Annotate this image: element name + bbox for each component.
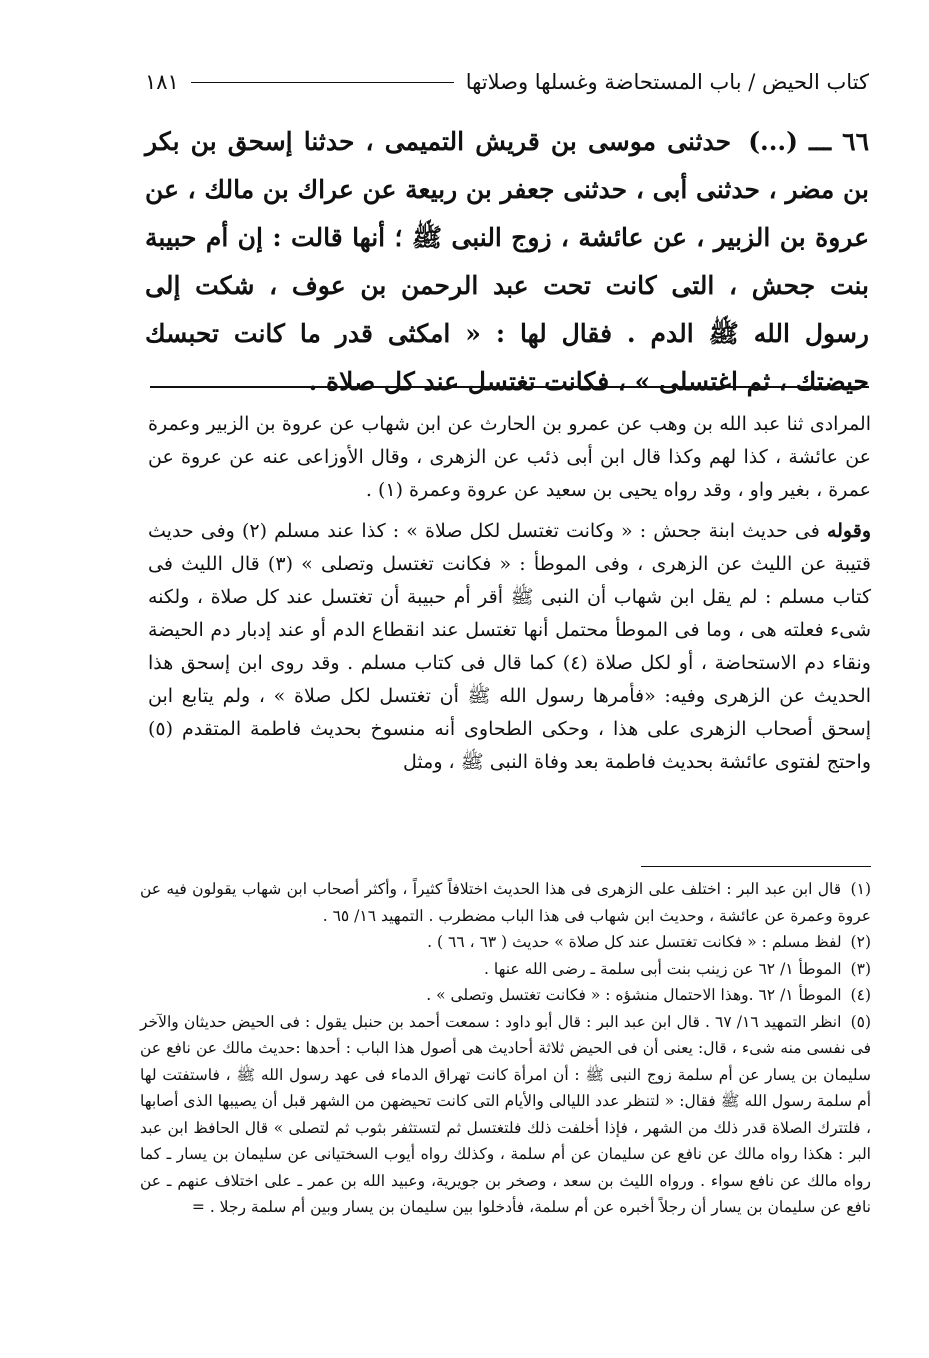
footnote-text: الموطأ ١/ ٦٢ .وهذا الاحتمال منشؤه : « فكانت تغتسل وتصلى » . — [426, 986, 842, 1004]
footnotes-block — [140, 876, 871, 1221]
hadith-number: ٦٦ ـــ (...) — [748, 127, 869, 156]
footnote-mark: (٢) — [850, 933, 871, 951]
footnote-divider — [641, 866, 871, 867]
footnote-mark: (١) — [850, 880, 871, 898]
header-rule — [191, 82, 454, 83]
commentary-paragraph-2 — [148, 515, 871, 779]
commentary-paragraph-1: المرادى ثنا عبد الله بن وهب عن عمرو بن الحارث عن ابن شهاب عن عروة بن الزبير وعمرة عن عائشة ، كذا لهم وكذا قال ابن أبى ذئب عن الزهرى ، وقال الأوزاعى عنه عن عروة عن عمرة ، بغير واو ، وقد رواه يحيى بن سعيد عن عروة وعمرة (١) . — [148, 413, 871, 501]
running-header — [145, 64, 869, 100]
footnote-text: قال ابن عبد البر : اختلف على الزهرى فى هذا الحديث اختلافاً كثيراً ، وأكثر أصحاب ابن شهاب يقولون فيه عن عروة وعمرة عن عائشة ، وحديث ابن شهاب فى هذا الباب مضطرب . التمهيد ١٦/ ٦٥ . — [140, 880, 871, 925]
commentary-block — [148, 408, 871, 787]
commentary-lead-word: وقوله — [826, 520, 872, 542]
footnote-mark: (٣) — [850, 959, 871, 978]
hadith-text-block — [145, 118, 869, 406]
footnote-2 — [140, 929, 871, 956]
footnote-text: الموطأ ١/ ٦٢ عن زينب بنت أبى سلمة ـ رضى الله عنها . — [484, 959, 842, 978]
footnote-1 — [140, 876, 871, 929]
footnote-text: انظر التمهيد ١٦/ ٦٧ . قال ابن عبد البر : قال أبو داود : سمعت أحمد بن حنبل يقول : فى الحيض حديثان والآخر فى نفسى منه شىء ، قال: يعنى أن فى الحيض ثلاثة أحاديث هى أصول هذا الباب : أحدها :حديث مالك عن نافع عن سليمان بن يسار عن أم سلمة زوج النبى ﷺ : أن امرأة كانت تهراق الدماء فى عهد رسول الله ﷺ ، فاستفتت لها أم سلمة رسول الله ﷺ فقال: « لتنظر عدد الليالى والأيام التى كانت تحيضهن من الشهر قبل أن يصيبها الذى أصابها ، فلتترك الصلاة قدر ذلك من الشهر ، فإذا أخلفت ذلك فلتغتسل ثم لتستثفر بثوب ثم لتصلى » قال الحافظ ابن عبد البر : هكذا رواه مالك عن نافع عن سليمان عن أم سلمة ، وكذلك رواه أيوب السختيانى عن سليمان بن يسار ـ كما رواه مالك عن نافع سواء . ورواه الليث بن سعد ، وصخر بن جويرية، وعبيد الله بن عمر ـ على اختلاف عنهم ـ عن نافع عن سليمان بن يسار أن رجلاً أخبره عن أم سلمة، فأدخلوا بين سليمان بن يسار وبين أم سلمة رجلا . = — [140, 1012, 871, 1216]
footnote-mark: (٤) — [850, 986, 871, 1004]
section-divider — [150, 386, 869, 388]
commentary-paragraph-2-body: فى حديث ابنة جحش : « وكانت تغتسل لكل صلاة » : كذا عند مسلم (٢) وفى حديث قتيبة عن الليث عن الزهرى ، وفى الموطأ : « فكانت تغتسل وتصلى » (٣) قال الليث فى كتاب مسلم : لم يقل ابن شهاب أن النبى ﷺ أقر أم حبيبة أن تغتسل عند كل صلاة ، ولكنه شىء فعلته هى ، وما فى الموطأ محتمل أنها تغتسل عند انقطاع الدم أو عند إدبار دم الحيضة ونقاء دم الاستحاضة ، أو لكل صلاة (٤) كما قال فى كتاب مسلم . وقد روى ابن إسحق هذا الحديث عن الزهرى وفيه: «فأمرها رسول الله ﷺ أن تغتسل لكل صلاة » ، ولم يتابع ابن إسحق أصحاب الزهرى على هذا ، وحكى الطحاوى أنه منسوخ بحديث فاطمة المتقدم (٥) واحتج لفتوى عائشة بحديث فاطمة بعد وفاة النبى ﷺ ، ومثل — [148, 520, 871, 773]
footnote-5 — [140, 1009, 871, 1221]
footnote-4 — [140, 982, 871, 1009]
page-number: ١٨١ — [145, 70, 179, 94]
footnote-mark: (٥) — [850, 1012, 872, 1031]
footnote-text: لفظ مسلم : « فكانت تغتسل عند كل صلاة » حديث ( ٦٣ ، ٦٦ ) . — [427, 933, 842, 951]
chapter-title: كتاب الحيض / باب المستحاضة وغسلها وصلاتها — [465, 70, 869, 94]
footnote-3 — [140, 956, 871, 983]
hadith-body: حدثنى موسى بن قريش التميمى ، حدثنا إسحق بن بكر بن مضر ، حدثنى أبى ، حدثنى جعفر بن ربيعة عن عراك بن مالك ، عن عروة بن الزبير ، عن عائشة ، زوج النبى ﷺ ؛ أنها قالت : إن أم حبيبة بنت جحش ، التى كانت تحت عبد الرحمن بن عوف ، شكت إلى رسول الله ﷺ الدم . فقال لها : « امكثى قدر ما كانت تحبسك حيضتك ، ثم اغتسلى » ، فكانت تغتسل عند كل صلاة . — [144, 127, 869, 396]
